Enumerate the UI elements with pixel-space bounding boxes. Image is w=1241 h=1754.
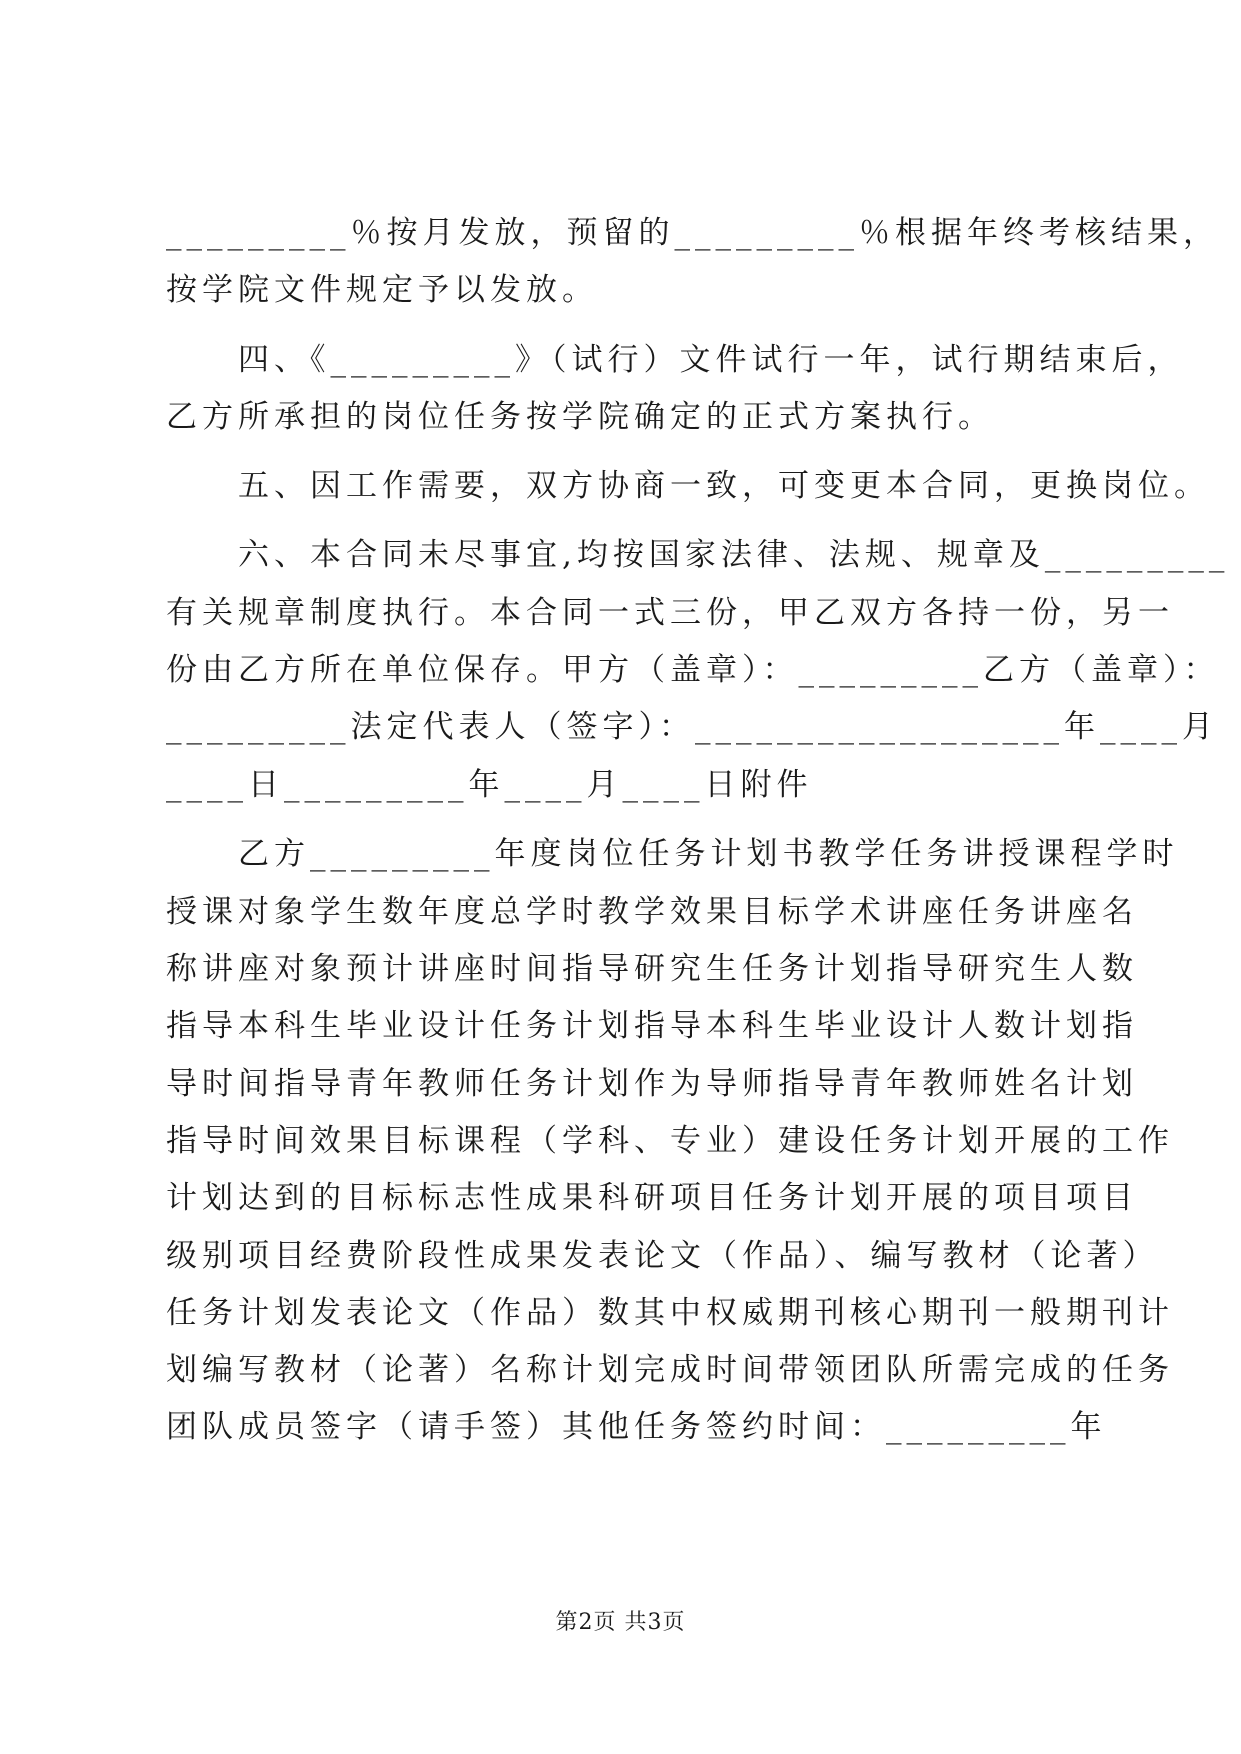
body-line-1: _________％按月发放，预留的_________％根据年终考核结果， <box>166 215 1219 251</box>
body-line-7: 有关规章制度执行。本合同一式三份，甲乙双方各持一份，另一 <box>166 595 1174 631</box>
body-line-21: 团队成员签字（请手签）其他任务签约时间：_________年 <box>166 1409 1107 1445</box>
body-line-20: 划编写教材（论著）名称计划完成时间带领团队所需完成的任务 <box>166 1352 1174 1388</box>
body-line-18: 级别项目经费阶段性成果发表论文（作品）、编写教材（论著） <box>166 1238 1159 1274</box>
body-line-5: 五、因工作需要，双方协商一致，可变更本合同，更换岗位。 <box>166 468 1210 504</box>
body-line-9: _________法定代表人（签字）：__________________年____月 <box>166 709 1218 745</box>
body-line-15: 导时间指导青年教师任务计划作为导师指导青年教师姓名计划 <box>166 1066 1138 1102</box>
body-line-8: 份由乙方所在单位保存。甲方（盖章）：_________乙方（盖章）： <box>166 652 1220 688</box>
body-line-3: 四、《_________》（试行）文件试行一年，试行期结束后， <box>166 342 1184 378</box>
body-line-12: 授课对象学生数年度总学时教学效果目标学术讲座任务讲座名 <box>166 894 1138 930</box>
body-line-19: 任务计划发表论文（作品）数其中权威期刊核心期刊一般期刊计 <box>166 1295 1174 1331</box>
body-line-17: 计划达到的目标标志性成果科研项目任务计划开展的项目项目 <box>166 1180 1138 1216</box>
body-line-14: 指导本科生毕业设计任务计划指导本科生毕业设计人数计划指 <box>166 1008 1138 1044</box>
body-line-13: 称讲座对象预计讲座时间指导研究生任务计划指导研究生人数 <box>166 951 1138 987</box>
body-line-16: 指导时间效果目标课程（学科、专业）建设任务计划开展的工作 <box>166 1123 1174 1159</box>
body-line-4: 乙方所承担的岗位任务按学院确定的正式方案执行。 <box>166 399 994 435</box>
body-line-11: 乙方_________年度岗位任务计划书教学任务讲授课程学时 <box>166 836 1179 872</box>
body-line-6: 六、本合同未尽事宜,均按国家法律、法规、规章及_________ <box>166 537 1230 573</box>
body-line-10: ____日_________年____月____日附件 <box>166 767 813 803</box>
body-line-2: 按学院文件规定予以发放。 <box>166 272 598 308</box>
page-footer: 第2页 共3页 <box>555 1610 686 1635</box>
